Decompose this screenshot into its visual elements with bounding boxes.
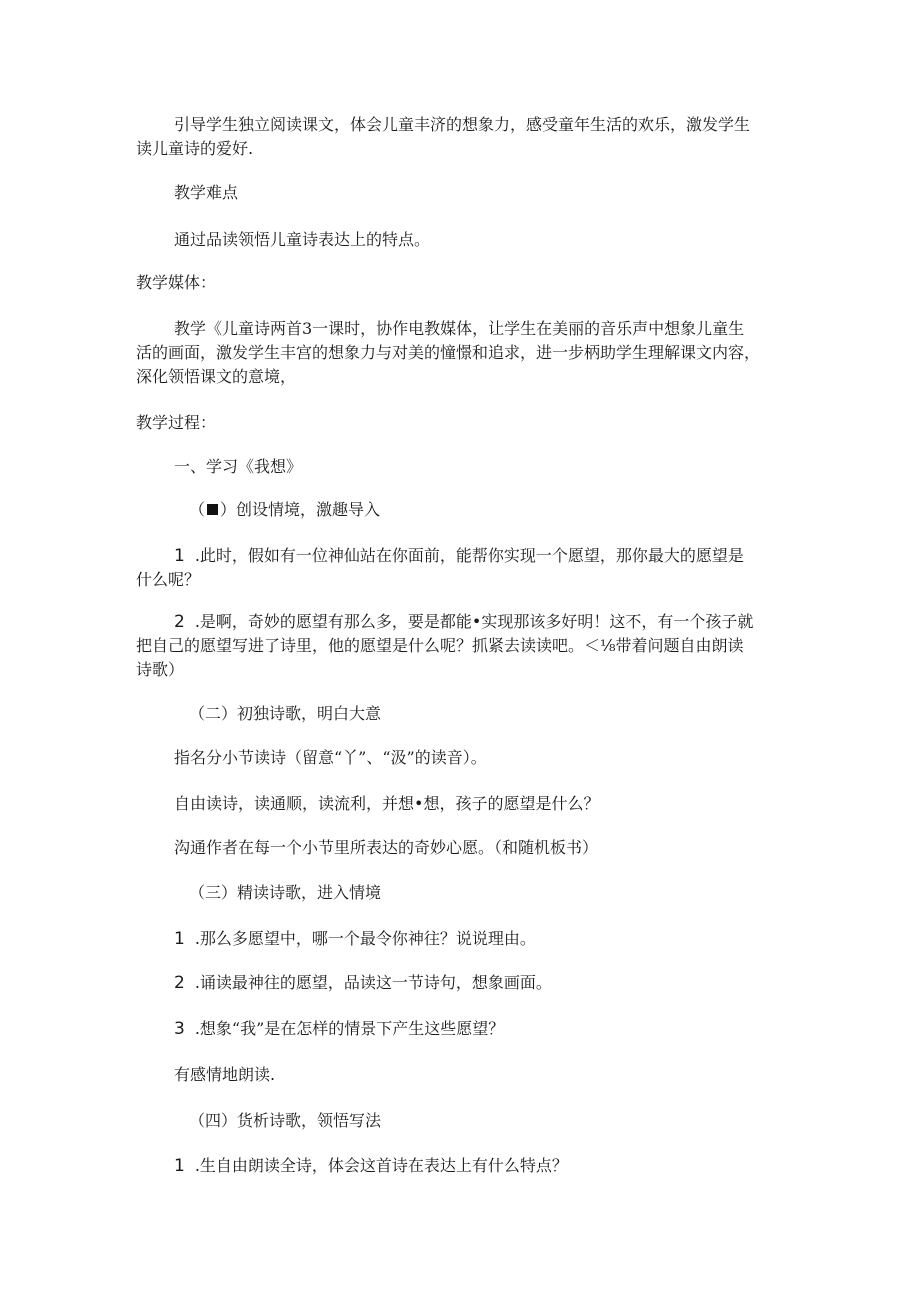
item-5-text: .想象“我”是在怎样的情景下产生这些愿望？ xyxy=(194,1019,505,1038)
media-line-1: 教学《儿童诗两首3一课时，协作电教媒体，让学生在美丽的音乐声中想象儿童生 xyxy=(174,319,745,338)
item-4-text: .诵读最神往的愿望，品读这一节诗句，想象画面。 xyxy=(194,973,552,992)
item-2-line-1 xyxy=(174,609,753,635)
item-2-number: 2 xyxy=(174,612,185,632)
objective-line-2: 读儿童诗的爱好. xyxy=(136,139,254,158)
subsection-1-label: ）创设情境，激趣导入 xyxy=(220,500,381,519)
subsection-3-line: 有感情地朗读. xyxy=(174,1065,276,1084)
subsection-2-line-2: 自由读诗，读通顺，读流利，并想•想，孩子的愿望是什么？ xyxy=(174,794,600,813)
item-6-text: .生自由朗读全诗，体会这首诗在表达上有什么特点？ xyxy=(194,1156,568,1175)
item-3-text: .那么多愿望中，哪一个最令你神往？说说理由。 xyxy=(194,929,536,948)
item-5 xyxy=(174,1016,504,1042)
media-line-3: 深化领悟课文的意境， xyxy=(136,367,297,386)
section-1-title: 一、学习《我想》 xyxy=(174,457,303,476)
difficulty-heading: 教学难点 xyxy=(174,183,239,202)
item-1-line-1 xyxy=(174,543,744,569)
item-2-line-3: 诗歌） xyxy=(136,660,185,679)
item-2-text: .是啊，奇妙的愿望有那么多，要是都能•实现那该多好明！这不，有一个孩子就 xyxy=(194,612,754,631)
item-1-number: 1 xyxy=(174,546,185,566)
process-heading: 教学过程： xyxy=(136,413,217,432)
subsection-2-line-1: 指名分小节读诗（留意“丫”、“汲”的读音）。 xyxy=(174,748,487,767)
subsection-1-title xyxy=(189,497,380,523)
subsection-1-open: （ xyxy=(189,500,206,519)
item-1-text: .此时，假如有一位神仙站在你面前，能帮你实现一个愿望，那你最大的愿望是 xyxy=(194,546,744,565)
item-3 xyxy=(174,926,536,952)
item-6-number: 1 xyxy=(174,1156,185,1176)
subsection-3-title: （三）精读诗歌，进入情境 xyxy=(189,883,382,902)
item-6 xyxy=(174,1153,568,1179)
item-4-number: 2 xyxy=(174,973,185,993)
media-line-2: 活的画面，激发学生丰宫的想象力与对美的憧憬和追求，进一步柄助学生理解课文内容， xyxy=(136,343,761,362)
subsection-2-line-3: 沟通作者在每一个小节里所表达的奇妙心愿。（和随机板书） xyxy=(174,838,599,857)
media-heading: 教学媒体： xyxy=(136,273,217,292)
item-3-number: 1 xyxy=(174,929,185,949)
item-1-line-2: 什么呢？ xyxy=(136,570,201,589)
difficulty-text: 通过品读领悟儿童诗表达上的特点。 xyxy=(174,230,431,249)
square-bullet-icon xyxy=(207,504,218,515)
item-4 xyxy=(174,970,552,996)
item-5-number: 3 xyxy=(174,1019,185,1039)
item-2-line-2: 把自己的愿望写进了诗里，他的愿望是什么呢？抓紧去读读吧。＜⅛带着问题自由朗读 xyxy=(136,636,744,655)
objective-line-1: 引导学生独立阅读课文，体会儿童丰济的想象力，感受童年生活的欢乐，激发学生 xyxy=(174,115,751,134)
subsection-4-title: （四）货析诗歌，领悟写法 xyxy=(189,1111,382,1130)
subsection-2-title: （二）初独诗歌，明白大意 xyxy=(189,704,382,723)
